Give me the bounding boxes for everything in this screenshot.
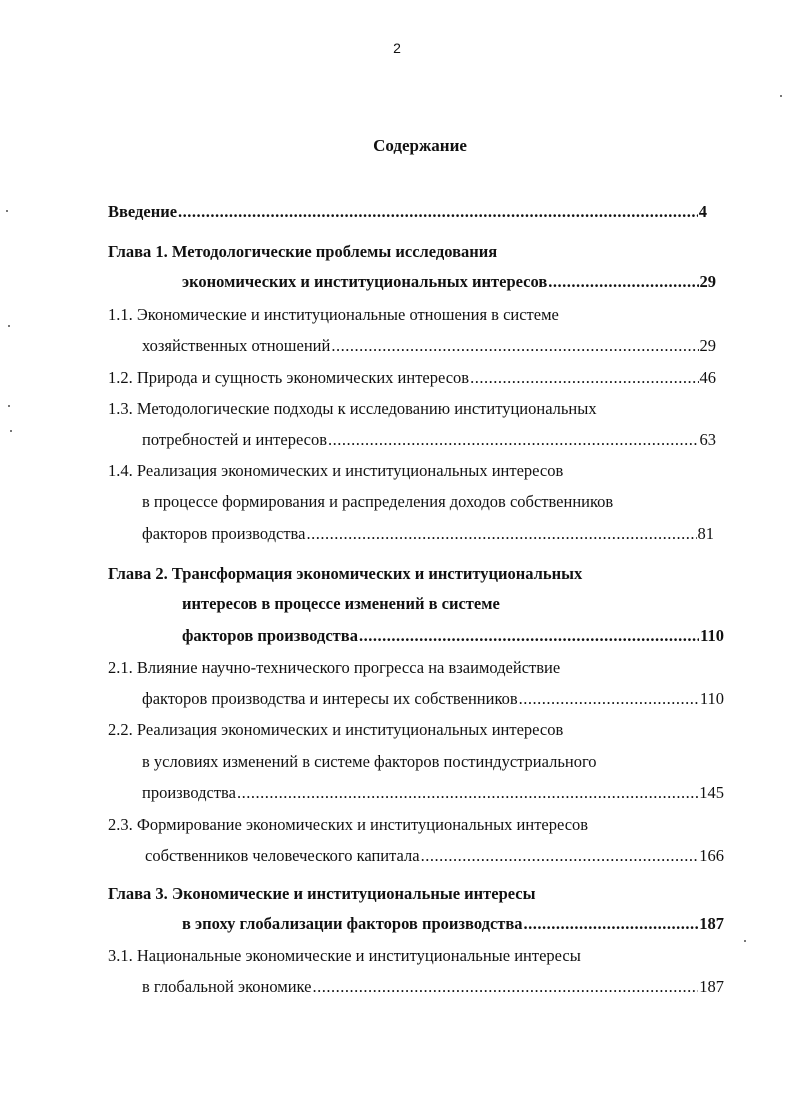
toc-entry-text: в процессе формирования и распределения доходов собственников (142, 492, 614, 511)
toc-entry-chapter-2-cont-2 (182, 626, 724, 646)
toc-entry-text: 2.1. Влияние научно-технического прогресса на взаимодействие (108, 658, 561, 677)
toc-entry-text: 1.2. Природа и сущность экономических интересов (108, 368, 470, 387)
scan-speck (8, 325, 10, 327)
toc-entry-2-3 (108, 815, 588, 835)
toc-entry-page: 187 (699, 977, 724, 996)
toc-entry-text: 3.1. Национальные экономические и институциональные интересы (108, 946, 581, 965)
toc-leader (524, 914, 699, 934)
toc-entry-1-3-cont (142, 430, 716, 450)
toc-leader (421, 846, 699, 866)
toc-entry-page: 81 (697, 524, 714, 543)
toc-entry-page: 166 (699, 846, 724, 865)
toc-entry-2-3-cont (145, 846, 724, 866)
toc-entry-text: в глобальной экономике (142, 977, 312, 996)
toc-leader (328, 430, 698, 450)
toc-leader (359, 626, 699, 646)
toc-entry-text: интересов в процессе изменений в системе (182, 594, 500, 613)
toc-title: Содержание (373, 136, 467, 155)
toc-entry-text: производства (142, 783, 236, 802)
toc-entry-page: 187 (699, 914, 724, 933)
toc-entry-text: собственников человеческого капитала (145, 846, 420, 865)
toc-entry-page: 46 (699, 368, 716, 387)
toc-entry-introduction (108, 202, 707, 222)
toc-entry-1-4-cont (142, 492, 613, 512)
toc-entry-page: 29 (699, 272, 716, 291)
toc-entry-chapter-1-cont (182, 272, 716, 292)
toc-entry-page: 110 (700, 626, 724, 645)
toc-entry-text: в условиях изменений в системе факторов постиндустриального (142, 752, 597, 771)
toc-entry-chapter-1 (108, 242, 497, 262)
toc-entry-text: экономических и институциональных интересов (182, 272, 548, 291)
toc-entry-page: 63 (699, 430, 716, 449)
toc-entry-1-3 (108, 399, 597, 419)
scan-speck (10, 430, 12, 432)
toc-entry-3-1 (108, 946, 581, 966)
toc-entry-page: 4 (698, 202, 707, 221)
toc-entry-2-1-cont (142, 689, 724, 709)
toc-entry-text: Глава 2. Трансформация экономических и институциональных (108, 564, 583, 583)
toc-entry-2-1 (108, 658, 560, 678)
toc-entry-page: 29 (699, 336, 716, 355)
toc-entry-2-2-cont (142, 752, 597, 772)
toc-entry-text: Глава 1. Методологические проблемы исследования (108, 242, 498, 261)
scan-speck (780, 95, 782, 97)
toc-entry-text: хозяйственных отношений (142, 336, 331, 355)
toc-entry-text: 2.3. Формирование экономических и институциональных интересов (108, 815, 589, 834)
toc-entry-1-1 (108, 305, 559, 325)
toc-entry-text: Введение (108, 202, 178, 221)
toc-leader (470, 368, 698, 388)
toc-entry-text: факторов производства и интересы их собственников (142, 689, 518, 708)
toc-entry-chapter-3-cont (182, 914, 724, 934)
toc-entry-text: Глава 3. Экономические и институциональные интересы (108, 884, 536, 903)
toc-entry-chapter-3 (108, 884, 536, 904)
toc-leader (548, 272, 698, 292)
toc-leader (312, 977, 698, 997)
toc-entry-text: факторов производства (142, 524, 306, 543)
toc-entry-text: 1.4. Реализация экономических и институциональных интересов (108, 461, 564, 480)
toc-entry-page: 145 (699, 783, 724, 802)
toc-entry-chapter-2-cont (182, 594, 500, 614)
scan-speck (8, 405, 10, 407)
toc-leader (519, 689, 699, 709)
toc-entry-1-4-cont-2 (142, 524, 714, 544)
toc-entry-text: потребностей и интересов (142, 430, 328, 449)
scan-speck (6, 210, 8, 212)
toc-entry-text: 2.2. Реализация экономических и институциональных интересов (108, 720, 564, 739)
toc-entry-1-4 (108, 461, 563, 481)
toc-entry-chapter-2 (108, 564, 582, 584)
toc-entry-text: в эпоху глобализации факторов производства (182, 914, 523, 933)
toc-entry-text: 1.3. Методологические подходы к исследованию институциональных (108, 399, 597, 418)
toc-entry-1-1-cont (142, 336, 716, 356)
toc-entry-text: факторов производства (182, 626, 358, 645)
toc-entry-1-2 (108, 368, 716, 388)
toc-leader (331, 336, 698, 356)
toc-entry-2-2 (108, 720, 563, 740)
toc-entry-3-1-cont (142, 977, 724, 997)
page-number: 2 (393, 40, 401, 56)
toc-entry-text: 1.1. Экономические и институциональные отношения в системе (108, 305, 559, 324)
toc-entry-page: 110 (699, 689, 724, 708)
toc-leader (178, 202, 698, 222)
toc-entry-2-2-cont-2 (142, 783, 724, 803)
toc-leader (306, 524, 696, 544)
scan-speck (744, 940, 746, 942)
toc-leader (237, 783, 698, 803)
